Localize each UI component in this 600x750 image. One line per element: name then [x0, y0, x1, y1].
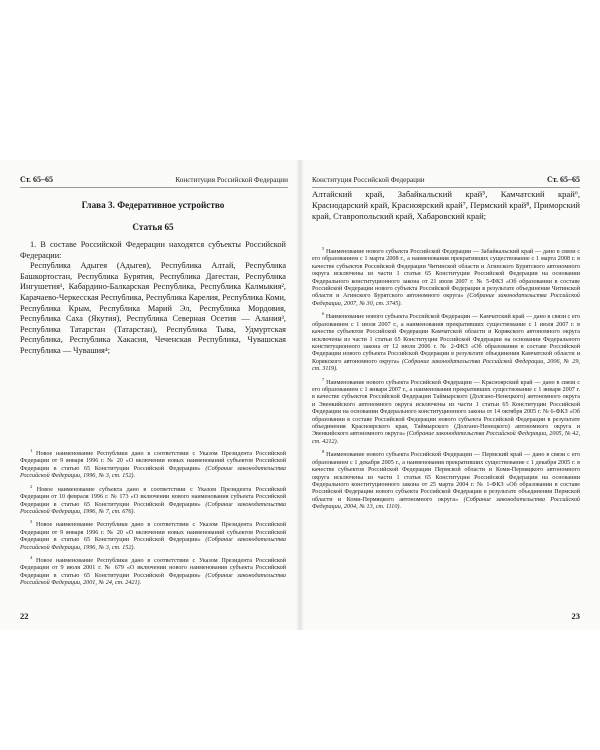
main-text-right: [312, 189, 580, 222]
right-page: [300, 160, 600, 630]
chapter-heading: Глава 3. Федеративное устройство: [81, 200, 225, 210]
footnote: $^6$ Наименование нового субъекта Российской Федерации — Камчатский край — дано в связи с его образованием с 1 июля 2007 г., а наименования прекративших существование с 1 июля 2007 г. в качестве субъектов Российской Федерации Камчатской области и Корякского автономного округа исключены из части 1 статьи 65 Конституции Российской Федерации на основании Федерального конституционного закона от 12 июля 2006 г. № 2-ФКЗ «Об образовании в составе Российской Федерации нового субъекта Российской Федерации в результате объединения Камчатской области и Корякского автономного округа» (Собрание законодательства Российской Федерации, 2006, № 29, ст. 3119).: [312, 311, 580, 373]
paragraph-krai: Алтайский край, Забайкальский край⁵, Камчатский край⁶, Краснодарский край, Красноярский край⁷, Пермский край⁸, Приморский край, Ставропольский край, Хабаровский край;: [312, 189, 580, 221]
book-spread: [0, 160, 600, 630]
book-gutter: [296, 160, 304, 630]
footnote: $^4$ Новое наименование Республики дано в соответствии с Указом Президента Российской Федерации от 9 июля 2001 г. № 679 «О включении нового наименования субъекта Российской Федерации в статью 65 Конституции Российской Федерации» (Собрание законодательства Российской Федерации, 2001, № 24, ст. 2421).: [20, 555, 286, 587]
paragraph-intro: 1. В составе Российской Федерации находятся субъекты Российской Федерации:: [20, 240, 286, 260]
left-page: [0, 160, 300, 630]
footnote: $^8$ Наименование нового субъекта Российской Федерации — Пермский край — дано в связи с его образованием с 1 декабря 2005 г., а наименования прекративших существование с 1 декабря 2005 г. в качестве субъектов Российской Федерации Пермской области и Коми-Пермяцкого автономного округа исключены из части 1 статьи 65 Конституции Российской Федерации на основании Федерального конституционного закона от 25 марта 2004 г. № 1-ФКЗ «Об образовании в составе Российской Федерации нового субъекта Российской Федерации в результате объединения Пермской области и Коми-Пермяцкого автономного округа» (Собрание законодательства Российской Федерации, 2004, № 13, ст. 1110).: [312, 449, 581, 511]
header-book-title: Конституция Российской Федерации: [175, 175, 288, 184]
footnote: $^7$ Наименование нового субъекта Российской Федерации — Красноярский край — дано в связи с его образованием с 1 января 2007 г., а наименования прекративших существование с 1 января 2007 г. в качестве субъектов Российской Федерации Таймырского (Долгано-Ненецкого) автономного округа и Эвенкийского автономного округа исключены из части 1 статьи 65 Конституции Российской Федерации на основании Федерального конституционного закона от 14 октября 2005 г. № 6-ФКЗ «Об образовании в составе Российской Федерации нового субъекта Российской Федерации в результате объединения Красноярского края, Таймырского (Долгано-Ненецкого) автономного округа и Эвенкийского автономного округа» (Собрание законодательства Российской Федерации, 2005, № 42, ст. 4212).: [312, 376, 580, 445]
footnote: $^2$ Новое наименование субъекта дано в соответствии с Указом Президента Российской Федерации от 10 февраля 1996 г. № 173 «О включении нового наименования субъекта Российской Федерации в статью 65 Конституции Российской Федерации» (Собрание законодательства Российской Федерации, 1996, № 7, ст. 676).: [20, 483, 286, 515]
page-number-right: 23: [571, 611, 580, 621]
footnotes-right: [312, 245, 580, 514]
running-head-left: [20, 173, 288, 188]
paragraph-republics: Республика Адыгея (Адыгея), Республика Алтай, Республика Башкортостан, Республика Бурятия, Республика Дагестан, Республика Ингушетия¹, Кабардино-Балкарская Республика, Республика Калмыкия², Карачаево-Черкесская Республика, Республика Карелия, Республика Коми, Республика Крым, Республика Марий Эл, Республика Мордовия, Республика Саха (Якутия), Республика Северная Осетия — Алания³, Республика Татарстан (Татарстан), Республика Тыва, Удмуртская Республика, Республика Хакасия, Чеченская Республика, Чувашская Республика — Чувашия⁴;: [20, 261, 286, 355]
footnote: $^1$ Новое наименование Республики дано в соответствии с Указом Президента Российской Федерации от 9 января 1996 г. № 20 «О включении новых наименований субъектов Российской Федерации в статью 65 Конституции Российской Федерации» (Собрание законодательства Российской Федерации, 1996, № 3, ст. 152).: [20, 448, 286, 480]
footnotes-left: [20, 447, 286, 590]
article-heading: Статья 65: [132, 222, 174, 232]
footnote: $^5$ Наименование нового субъекта Российской Федерации — Забайкальский край — дано в связи с его образованием с 1 марта 2008 г., а наименования прекративших существование с 1 марта 2008 г. в качестве субъектов Российской Федерации Читинской области и Агинского Бурятского автономного округа исключены из части 1 статьи 65 Конституции Российской Федерации на основании Федерального конституционного закона от 21 июля 2007 г. № 5-ФКЗ «Об образовании в составе Российской Федерации нового субъекта Российской Федерации в результате объединения Читинской области и Агинского Бурятского автономного округа» (Собрание законодательства Российской Федерации, 2007, № 30, ст. 3745).: [312, 246, 580, 307]
main-text-left: [20, 198, 286, 357]
footnote: $^3$ Новое наименование Республики дано в соответствии с Указом Президента Российской Федерации от 9 января 1996 г. № 20 «О включении новых наименований субъектов Российской Федерации в статью 65 Конституции Российской Федерации» (Собрание законодательства Российской Федерации, 1996, № 3, ст. 152).: [20, 519, 286, 551]
page-number-left: 22: [20, 611, 29, 621]
running-head-right: [312, 173, 580, 188]
header-article-ref: Ст. 65–65: [547, 175, 580, 184]
header-book-title: Конституция Российской Федерации: [312, 175, 425, 184]
header-article-ref: Ст. 65–65: [20, 175, 53, 184]
